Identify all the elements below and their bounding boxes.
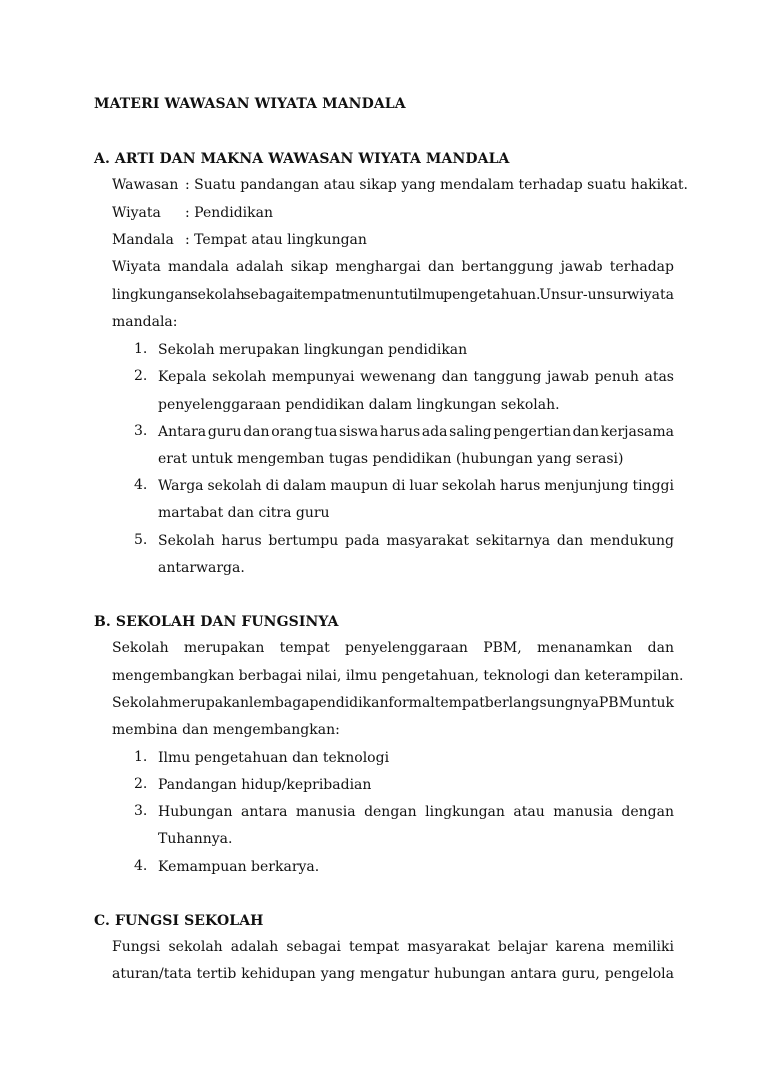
list-item-text: Kepala sekolah mempunyai wewenang dan tanggung jawab penuh atas — [158, 369, 674, 385]
definition-desc: : Tempat atau lingkungan — [185, 232, 367, 248]
list-number: 1. — [134, 749, 148, 765]
list-item-text: Warga sekolah di dalam maupun di luar sekolah harus menjunjung tinggi — [158, 478, 674, 494]
section-a-heading: A. ARTI DAN MAKNA WAWASAN WIYATA MANDALA — [94, 151, 510, 167]
paragraph-line: mandala: — [112, 314, 178, 330]
list-item-text: martabat dan citra guru — [158, 505, 330, 521]
list-number: 2. — [134, 776, 148, 792]
document-title: MATERI WAWASAN WIYATA MANDALA — [94, 96, 406, 112]
definition-term: Wiyata — [112, 205, 161, 221]
section-b-heading: B. SEKOLAH DAN FUNGSINYA — [94, 614, 339, 630]
paragraph-line: Wiyata mandala adalah sikap menghargai dan bertanggung jawab terhadap — [112, 259, 674, 275]
list-number: 1. — [134, 341, 148, 357]
list-item-text: Antara guru dan orang tua siswa harus ada saling pengertian dan kerjasama — [158, 424, 674, 440]
paragraph-line: Fungsi sekolah adalah sebagai tempat masyarakat belajar karena memiliki — [112, 939, 674, 955]
paragraph-line: aturan/tata tertib kehidupan yang mengatur hubungan antara guru, pengelola — [112, 966, 674, 982]
list-item-text: Kemampuan berkarya. — [158, 859, 320, 875]
list-item-text: Ilmu pengetahuan dan teknologi — [158, 750, 390, 766]
definition-term: Wawasan — [112, 177, 179, 193]
list-item-text: Sekolah harus bertumpu pada masyarakat sekitarnya dan mendukung — [158, 533, 674, 549]
list-number: 3. — [134, 803, 148, 819]
list-number: 5. — [134, 532, 148, 548]
definition-desc: : Suatu pandangan atau sikap yang mendalam terhadap suatu hakikat. — [185, 177, 689, 193]
list-number: 4. — [134, 477, 148, 493]
list-number: 3. — [134, 423, 148, 439]
paragraph-line: mengembangkan berbagai nilai, ilmu pengetahuan, teknologi dan keterampilan. — [112, 668, 684, 684]
definition-term: Mandala — [112, 232, 174, 248]
list-item-text: Hubungan antara manusia dengan lingkungan atau manusia dengan — [158, 804, 674, 820]
list-item-text: Tuhannya. — [158, 831, 233, 847]
list-item-text: antarwarga. — [158, 560, 245, 576]
paragraph-line: Sekolah merupakan tempat penyelenggaraan PBM, menanamkan dan — [112, 640, 674, 656]
list-item-text: erat untuk mengemban tugas pendidikan (hubungan yang serasi) — [158, 451, 624, 467]
paragraph-line: lingkungan sekolah sebagai tempat menuntut ilmu pengetahuan. Unsur-unsur wiyata — [112, 287, 674, 303]
list-number: 2. — [134, 368, 148, 384]
paragraph-line: membina dan mengembangkan: — [112, 722, 340, 738]
list-number: 4. — [134, 858, 148, 874]
list-item-text: Sekolah merupakan lingkungan pendidikan — [158, 342, 468, 358]
section-c-heading: C. FUNGSI SEKOLAH — [94, 913, 264, 929]
paragraph-line: Sekolah merupakan lembaga pendidikan formal tempat berlangsungnya PBM untuk — [112, 695, 674, 711]
list-item-text: penyelenggaraan pendidikan dalam lingkungan sekolah. — [158, 397, 560, 413]
definition-desc: : Pendidikan — [185, 205, 273, 221]
list-item-text: Pandangan hidup/kepribadian — [158, 777, 372, 793]
